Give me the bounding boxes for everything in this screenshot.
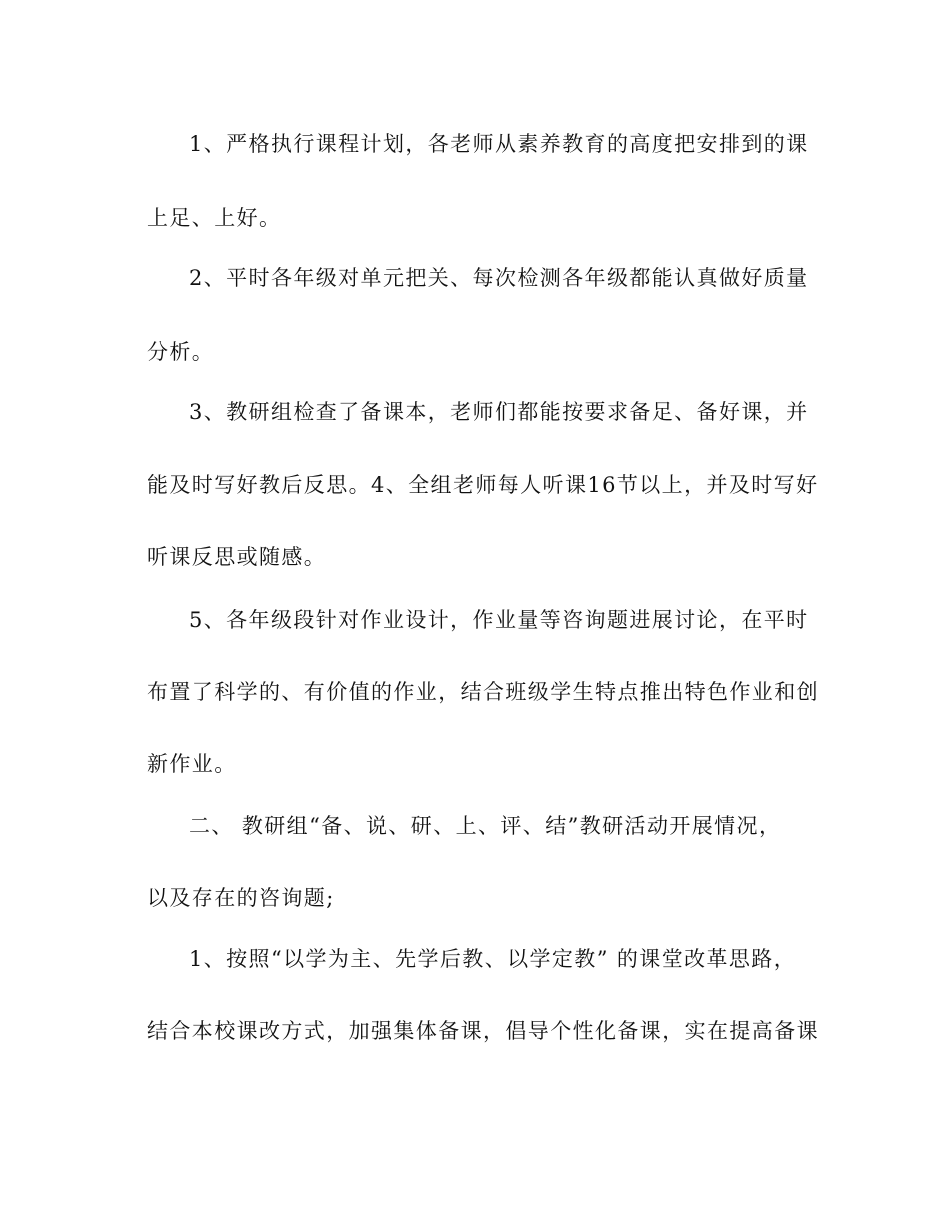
- paragraph-line: 3、教研组检查了备课本，老师们都能按要求备足、备好课，并: [189, 400, 809, 424]
- paragraph-line: 上足、上好。: [147, 206, 282, 230]
- paragraph-line: 布置了科学的、有价值的作业，结合班级学生特点推出特色作业和创: [147, 680, 819, 704]
- paragraph-line: 新作业。: [147, 752, 237, 776]
- paragraph-line: 1、按照“以学为主、先学后教、以学定教” 的课堂改革思路，: [189, 947, 797, 971]
- paragraph-line: 能及时写好教后反思。4、全组老师每人听课16节以上，并及时写好: [147, 473, 819, 497]
- paragraph-line: 结合本校课改方式，加强集体备课，倡导个性化备课，实在提高备课: [147, 1019, 819, 1043]
- paragraph-line: 1、严格执行课程计划，各老师从素养教育的高度把安排到的课: [189, 132, 809, 156]
- section-heading: 二、 教研组“备、说、研、上、评、结”教研活动开展情况，: [189, 814, 782, 838]
- paragraph-line: 分析。: [147, 340, 215, 364]
- paragraph-line: 2、平时各年级对单元把关、每次检测各年级都能认真做好质量: [189, 266, 809, 290]
- paragraph-line: 5、各年级段针对作业设计，作业量等咨询题进展讨论，在平时: [189, 608, 809, 632]
- paragraph-line: 听课反思或随感。: [147, 545, 327, 569]
- paragraph-line: 以及存在的咨询题;: [147, 886, 335, 910]
